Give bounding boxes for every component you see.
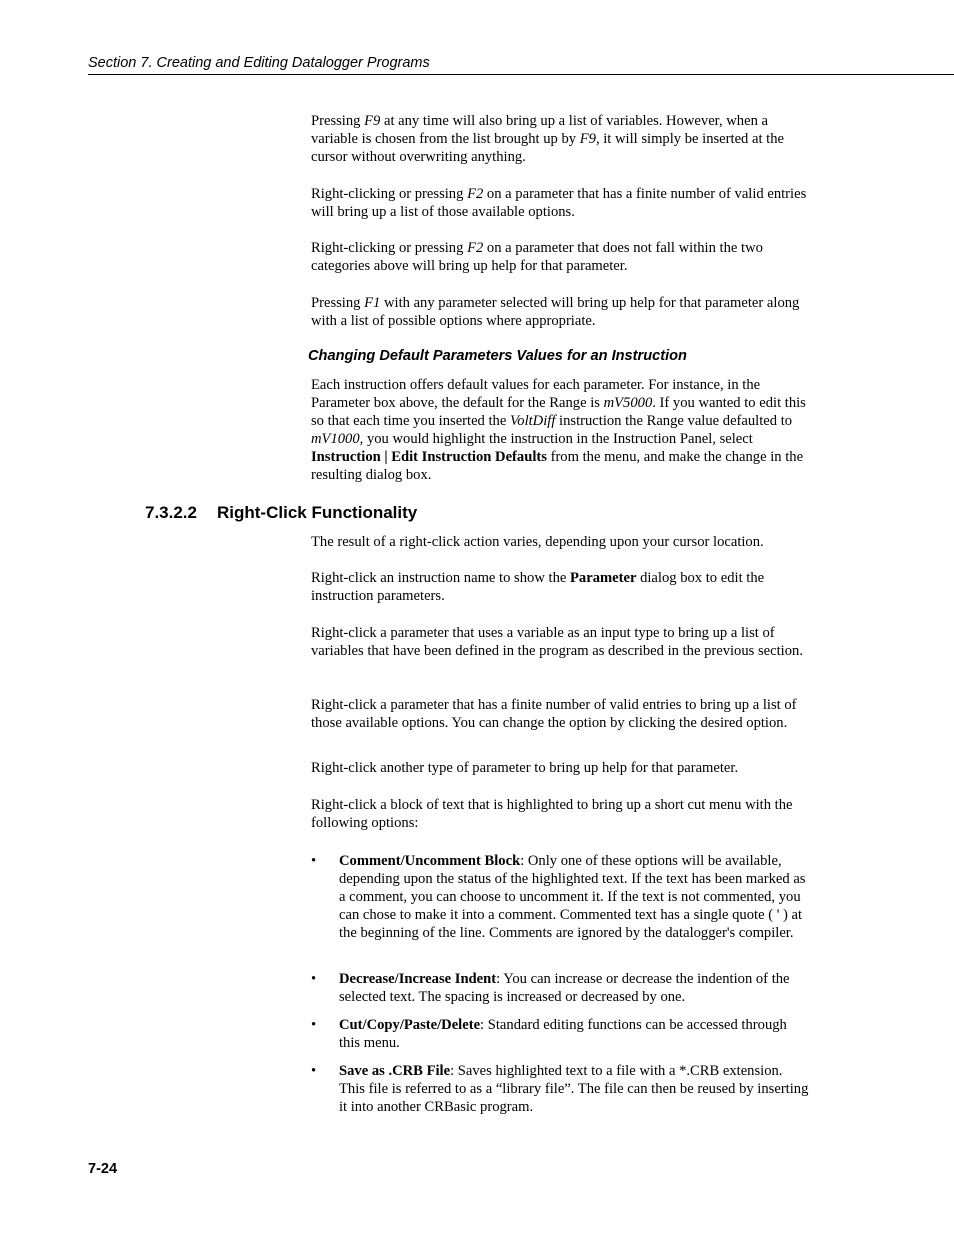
bullet-icon: • [311, 1063, 317, 1079]
paragraph-instruction-name: Right-click an instruction name to show the Parameter dialog box to edit the instruction parameters. [311, 570, 765, 604]
list-item: • Decrease/Increase Indent: You can increase or decrease the indention of the selected text. The spacing is increased or decreased by one. [311, 971, 790, 1005]
paragraph-finite: Right-click a parameter that has a finite number of valid entries to bring up a list of those available options. You can change the option by clicking the desired option. [311, 697, 797, 731]
paragraph-f9: Pressing F9 at any time will also bring up a list of variables. However, when a variable is chosen from the list brought up by F9, it will simply be inserted at the cursor without overwriting anything. [311, 113, 785, 165]
subsection-heading: Changing Default Parameters Values for an Instruction [308, 348, 687, 364]
bullet-icon: • [311, 971, 317, 987]
bullet-icon: • [311, 1017, 317, 1033]
running-header: Section 7. Creating and Editing Datalogger Programs [88, 55, 954, 75]
paragraph-other-type: Right-click another type of parameter to bring up help for that parameter. [311, 760, 739, 776]
paragraph-f2-finite: Right-clicking or pressing F2 on a parameter that has a finite number of valid entries will bring up a list of those available options. [311, 186, 807, 220]
section-number: 7.3.2.2 [145, 503, 197, 522]
list-item: • Comment/Uncomment Block: Only one of these options will be available, depending upon the status of the highlighted text. If the text has been marked as a comment, you can choose to uncomment it. If the text is not commented, you can chose to make it into a comment. Commented text has a single quote ( ' ) at the beginning of the line. Comments are ignored by the datalogger's compiler. [311, 853, 806, 941]
list-item: • Cut/Copy/Paste/Delete: Standard editing functions can be accessed through this menu. [311, 1017, 787, 1051]
paragraph-defaults: Each instruction offers default values for each parameter. For instance, in the Parameter box above, the default for the Range is mV5000. If you wanted to edit this so that each time you inserted the VoltDiff instruction the Range value defaulted to mV1000, you would highlight the instruction in the Instruction Panel, select Instruction | Edit Instruction Defaults from the menu, and make the change in the resulting dialog box. [311, 377, 806, 483]
paragraph-result: The result of a right-click action varies, depending upon your cursor location. [311, 534, 764, 550]
section-heading [145, 503, 417, 523]
paragraph-f2-help: Right-clicking or pressing F2 on a parameter that does not fall within the two categories above will bring up help for that parameter. [311, 240, 763, 274]
bullet-icon: • [311, 853, 317, 869]
paragraph-variable: Right-click a parameter that uses a variable as an input type to bring up a list of variables that have been defined in the program as described in the previous section. [311, 625, 803, 659]
list-item: • Save as .CRB File: Saves highlighted text to a file with a *.CRB extension. This file is referred to as a “library file”. The file can then be reused by inserting it into another CRBasic program. [311, 1063, 809, 1115]
page-number: 7-24 [88, 1161, 118, 1177]
section-title: Right-Click Functionality [217, 503, 418, 522]
paragraph-highlighted-block: Right-click a block of text that is highlighted to bring up a short cut menu with the following options: [311, 797, 793, 831]
paragraph-f1: Pressing F1 with any parameter selected will bring up help for that parameter along with a list of possible options where appropriate. [311, 295, 800, 329]
